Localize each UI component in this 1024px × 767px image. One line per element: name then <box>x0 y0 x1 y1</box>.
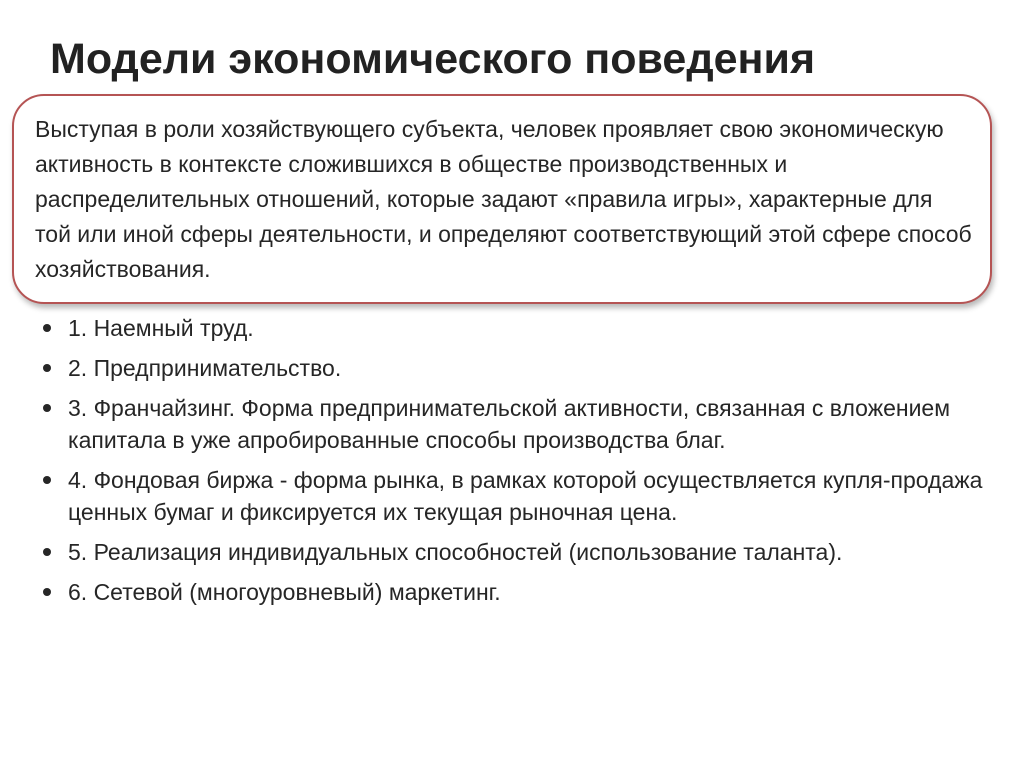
list-item-text: 6. Сетевой (многоуровневый) маркетинг. <box>68 579 501 605</box>
list-item-text: 1. Наемный труд. <box>68 315 254 341</box>
definition-box <box>12 94 992 304</box>
list-item <box>42 312 992 344</box>
bullet-icon <box>43 404 51 412</box>
bullet-icon <box>43 588 51 596</box>
definition-text: Выступая в роли хозяйствующего субъекта, человек проявляет свою экономическую активность в контексте сложившихся в обществе производственных и распределительных отношений, которые задают «правила игры», характерные для той или иной сферы деятельности, и определяют соответствующий этой сфере способ хозяйствования. <box>35 116 972 282</box>
bullet-icon <box>43 548 51 556</box>
list-item-text: 4. Фондовая биржа - форма рынка, в рамках которой осуществляется купля-продажа ценных бумаг и фиксируется их текущая рыночная цена. <box>68 467 983 525</box>
bullet-icon <box>43 324 51 332</box>
list-item <box>42 464 992 528</box>
bullet-list <box>42 312 992 616</box>
list-item-text: 2. Предпринимательство. <box>68 355 342 381</box>
list-item <box>42 536 992 568</box>
bullet-icon <box>43 476 51 484</box>
list-item-text: 5. Реализация индивидуальных способностей (использование таланта). <box>68 539 843 565</box>
slide-title: Модели экономического поведения <box>50 35 816 83</box>
list-item <box>42 392 992 456</box>
list-item <box>42 576 992 608</box>
list-item <box>42 352 992 384</box>
list-item-text: 3. Франчайзинг. Форма предпринимательской активности, связанная с вложением капитала в уже апробированные способы производства благ. <box>68 395 951 453</box>
bullet-icon <box>43 364 51 372</box>
